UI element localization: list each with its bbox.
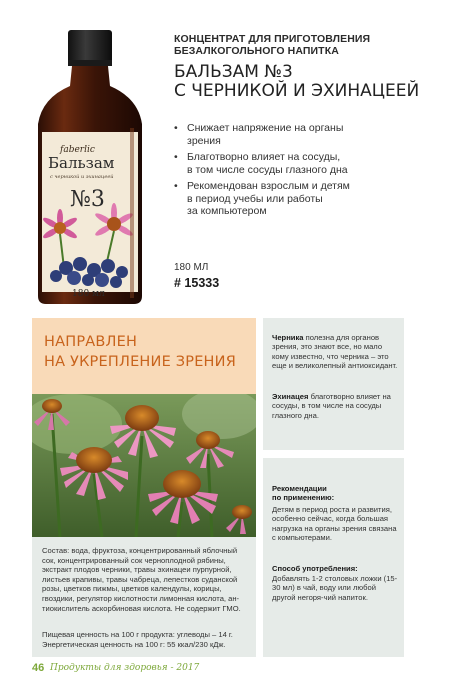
usage-title: Способ употребления:: [272, 564, 358, 573]
bullet-icon: •: [174, 180, 178, 192]
benefit-item: • Снижает напряжение на органы зрения: [174, 122, 344, 147]
benefit-item: • Благотворно влияет на сосуды, в том числе сосуды глазного дна: [174, 151, 348, 176]
product-title: [174, 63, 464, 101]
ingredients-info-panel: [263, 318, 404, 450]
product-volume: 180 МЛ: [174, 262, 209, 273]
product-subtitle: [174, 33, 454, 57]
nutrition-info: Пищевая ценность на 100 г продукта: углеводы – 14 г. Энергетическая ценность на 100 г: 55 ккал/230 кДж.: [42, 630, 233, 649]
recommendations-text: Детям в период роста и развития, особенно сейчас, когда большая нагрузка на органы зрения связана с компьютерами.: [272, 505, 397, 543]
section-heading: НАПРАВЛЕН НА УКРЕПЛЕНИЕ ЗРЕНИЯ: [44, 334, 236, 370]
bullet-icon: •: [174, 122, 178, 134]
bottle-name: Бальзам: [48, 154, 115, 172]
title-line-1: БАЛЬЗАМ №3: [174, 62, 293, 82]
echinacea-photo: [32, 394, 256, 537]
blueberry-info: Черника полезна для органов зрения, это знают все, но мало кому известно, что черника – это еще и великолепный антиоксидант.: [272, 333, 398, 371]
benefits-list: [174, 122, 434, 222]
bottle-brand: faberlic: [60, 145, 95, 155]
bottle-number: №3: [70, 187, 105, 212]
echinacea-info: Эхинацея благотворно влияет на сосуды, в том числе на сосуды глазного дна.: [272, 392, 391, 420]
subtitle-line-1: КОНЦЕНТРАТ ДЛЯ ПРИГОТОВЛЕНИЯ: [174, 33, 371, 45]
product-bottle-image: [26, 28, 154, 308]
benefit-item: • Рекомендован взрослым и детям в период учебы или работы за компьютером: [174, 180, 350, 217]
product-code: # 15333: [174, 276, 220, 290]
usage-text: Добавлять 1-2 столовых ложки (15-30 мл) в чай, воду или любой другой негоря-чий напиток.: [272, 574, 398, 602]
page-number: 46: [32, 662, 45, 674]
bullet-icon: •: [174, 151, 178, 163]
recommendations-title: Рекомендации по применению:: [272, 484, 335, 503]
subtitle-line-2: БЕЗАЛКОГОЛЬНОГО НАПИТКА: [174, 45, 339, 57]
usage-info-panel: [263, 458, 404, 657]
bottle-sub: с черникой и эхинацеей: [50, 174, 114, 180]
composition-text: Состав: вода, фруктоза, концентрированный яблочный сок, концентрированный сок черноплодной рябины, экстракт плодов черники, травы эхинацеи пурпурной, листьев крапивы, травы чабреца, лепестков суданской розы, цветков пижмы, цветков календулы, корицы, гвоздики, регулятор кислотности лимонная кислота, ан-тиокислитель аскорбиновая кислота. Не содержит ГМО.: [42, 546, 241, 613]
bottle-volume: 180 мл: [72, 289, 105, 299]
footer-caption: Продукты для здоровья - 2017: [50, 663, 200, 673]
title-line-2: С ЧЕРНИКОЙ И ЭХИНАЦЕЕЙ: [174, 81, 420, 101]
